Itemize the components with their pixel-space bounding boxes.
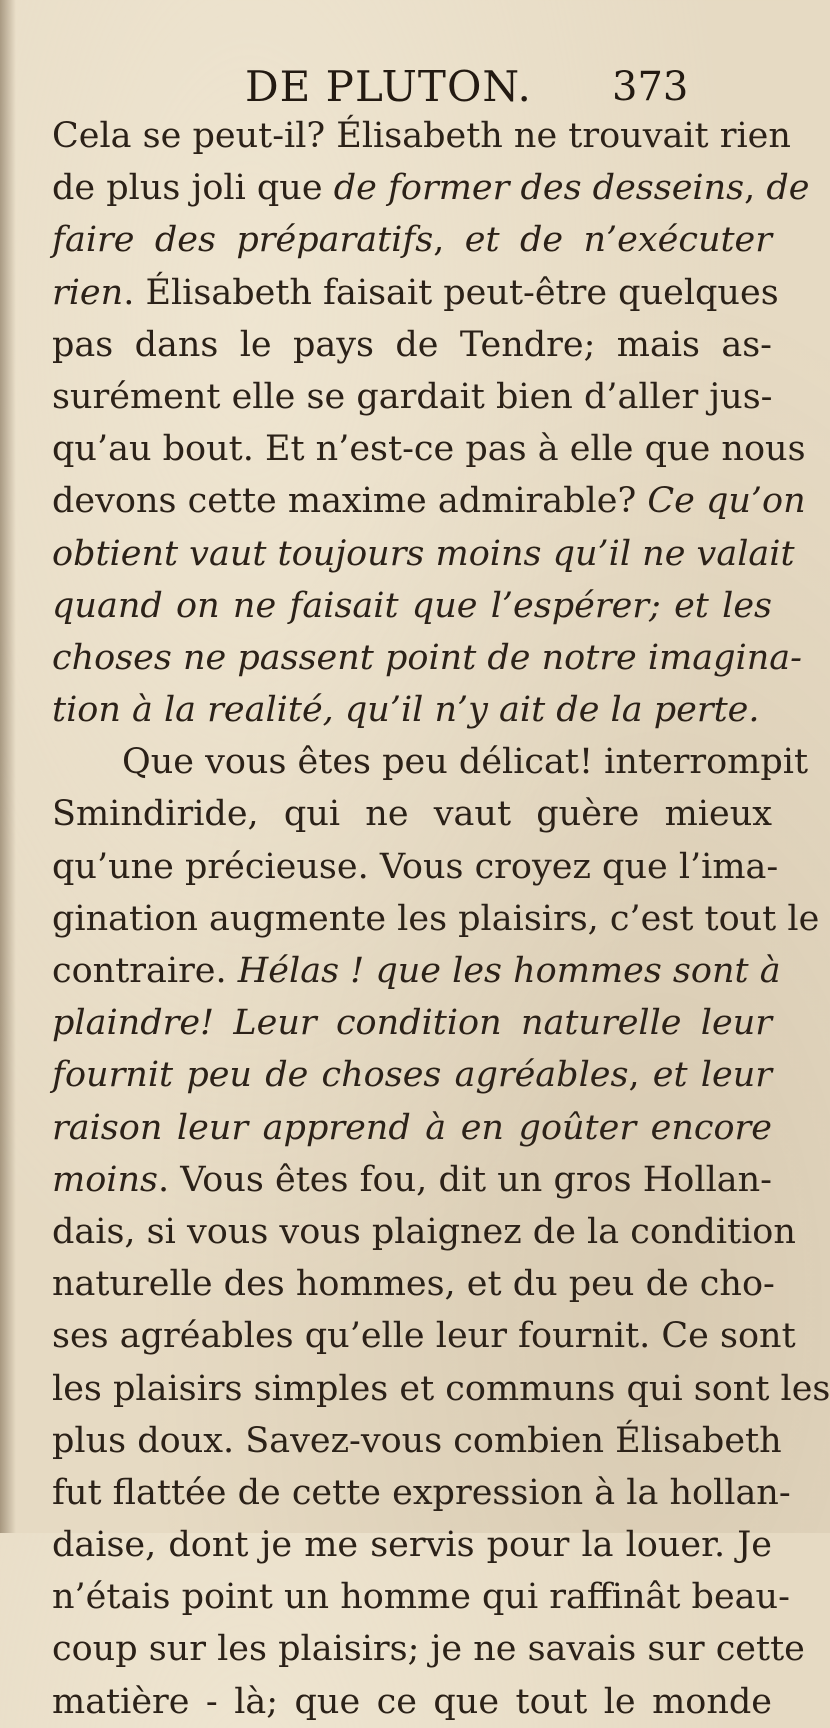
text-line [52,1310,796,1362]
italic-text: et leur [652,1055,772,1096]
italic-text: raison leur apprend à en goûter encore [52,1107,772,1148]
body-text [52,110,830,1728]
text-line [52,580,772,632]
text-line [52,475,806,527]
roman-text: Que vous êtes peu délicat! interrompit [122,742,809,783]
roman-text: devons cette maxime admirable? [52,481,648,522]
text-line [52,1676,772,1728]
text-line [52,1363,830,1415]
roman-text: qu’au bout. Et n’est-ce pas à elle que nous [52,429,806,470]
text-line [52,945,781,997]
text-line [52,1206,796,1258]
italic-text: fournit peu de choses agréables [52,1055,629,1096]
roman-text: de plus joli que [52,168,334,209]
italic-text: obtient vaut toujours moins qu’il ne valait [52,533,795,574]
text-line [52,267,779,319]
text-line [52,1049,772,1101]
text-line [52,162,810,214]
roman-text: , [433,220,465,261]
page-number: 373 [612,64,689,110]
text-line [52,1415,782,1467]
text-line [52,371,772,423]
text-line [52,1571,790,1623]
text-line [52,214,772,266]
text-line [52,1102,772,1154]
italic-text: de [766,168,810,209]
text-line [52,684,772,736]
roman-text: contraire. [52,951,238,991]
text-line [52,319,772,371]
text-line [52,997,772,1049]
roman-text: . Élisabeth faisait peut-être quelques [123,272,779,313]
roman-text: naturelle des hommes, et du peu de cho- [52,1264,775,1305]
italic-text: faire des préparatifs [52,220,434,261]
italic-text: Ce qu’on [647,481,806,522]
italic-text: de former des desseins [333,168,745,209]
italic-text: rien [52,272,124,313]
italic-text: choses ne passent point de notre imagina- [52,637,802,678]
roman-text: dais, si vous vous plaignez de la condition [52,1211,796,1252]
italic-text: Hélas ! que les hommes sont à [237,951,781,991]
text-line [52,893,820,945]
roman-text: les plaisirs simples et communs qui sont les [52,1368,830,1409]
roman-text: matière - là; que ce que tout le monde [52,1681,772,1722]
roman-text: gination augmente les plaisirs, c’est tout le [52,898,820,939]
text-line [52,110,791,162]
italic-text: et de n’exécuter [464,220,772,261]
roman-text: Cela se peut-il? Élisabeth ne trouvait rien [52,116,791,156]
roman-text: n’étais point un homme qui raffinât beau- [52,1577,790,1618]
running-title: DE PLUTON. [245,62,532,111]
roman-text: plus doux. Savez-vous combien Élisabeth [52,1420,782,1461]
text-line [52,632,802,684]
page-gutter-shadow [0,0,16,1533]
roman-text: . Vous êtes fou, dit un gros Hollan- [157,1159,772,1200]
roman-text: Smindiride, qui ne vaut guère mieux [52,794,772,835]
text-line [52,1467,791,1519]
roman-text: fut flattée de cette expression à la hollan- [52,1472,791,1513]
text-line [52,1258,775,1310]
roman-text: , [628,1055,653,1096]
text-line [52,736,809,788]
text-line [52,1519,772,1571]
text-line [52,528,795,580]
italic-text: tion à la realité, qu’il n’y ait de la perte. [52,690,760,731]
roman-text: qu’une précieuse. Vous croyez que l’ima- [52,846,779,887]
text-line [52,1154,772,1206]
text-line [52,841,779,893]
italic-text: quand on ne faisait que l’espérer; et les [52,585,772,626]
text-line [52,788,772,840]
roman-text: , [744,168,767,209]
text-line [52,1623,805,1675]
roman-text: daise, dont je me servis pour la louer. Je [52,1525,772,1566]
roman-text: pas dans le pays de Tendre; mais as- [52,324,772,365]
roman-text: coup sur les plaisirs; je ne savais sur cette [52,1629,805,1670]
roman-text: ses agréables qu’elle leur fournit. Ce sont [52,1316,796,1357]
italic-text: plaindre! Leur condition naturelle leur [52,1003,772,1044]
roman-text: surément elle se gardait bien d’aller jus- [52,376,773,417]
italic-text: moins [52,1159,158,1200]
text-line [52,423,806,475]
